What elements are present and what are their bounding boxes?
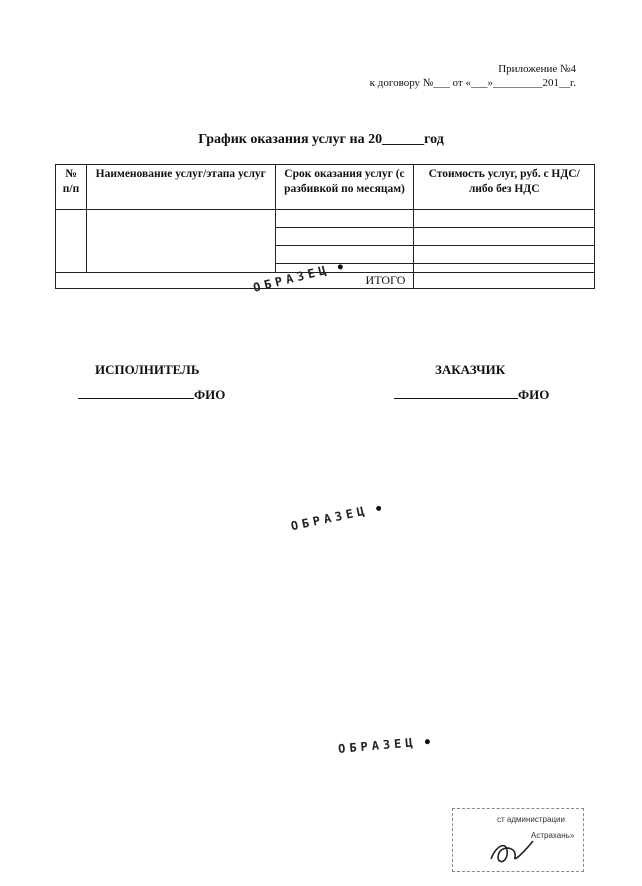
watermark-text: ОБРАЗЕЦ — [337, 735, 418, 756]
executor-fio: ФИО — [194, 387, 226, 402]
header-service-name: Наименование услуг/этапа услуг — [86, 165, 275, 210]
cell-period — [275, 210, 414, 228]
stamp-line-2: Астрахань» — [531, 831, 575, 840]
appendix-note — [370, 62, 576, 90]
appendix-contract-ref: к договору №___ от «___»_________201__г. — [369, 77, 576, 89]
header-cost: Стоимость услуг, руб. с НДС/либо без НДС — [414, 165, 595, 210]
total-label: ИТОГО — [56, 273, 414, 289]
table-row — [56, 210, 595, 228]
administration-stamp — [452, 808, 584, 872]
cell-cost — [414, 264, 595, 273]
watermark-dot-icon — [337, 264, 343, 270]
executor-signature — [78, 386, 225, 403]
customer-fio: ФИО — [518, 387, 550, 402]
cell-number — [56, 210, 87, 273]
sample-watermark — [290, 501, 382, 534]
appendix-number: Приложение №4 — [498, 63, 576, 75]
cell-cost — [414, 210, 595, 228]
customer-signature — [394, 386, 549, 403]
document-title: График оказания услуг на 20______год — [198, 132, 444, 147]
watermark-text: ОБРАЗЕЦ — [251, 262, 332, 295]
customer-signature-line — [394, 386, 518, 399]
signature-icon — [487, 833, 537, 867]
table-header-row — [56, 165, 595, 210]
total-value — [414, 273, 595, 289]
executor-label: ИСПОЛНИТЕЛЬ — [95, 362, 200, 377]
stamp-line-1: ст администрации — [497, 815, 565, 824]
cell-service-name — [86, 210, 275, 273]
watermark-text: ОБРАЗЕЦ — [289, 503, 370, 534]
header-period: Срок оказания услуг (с разбивкой по месяцам) — [275, 165, 414, 210]
header-number: № п/п — [56, 165, 87, 210]
cell-cost — [414, 246, 595, 264]
watermark-dot-icon — [424, 739, 429, 744]
customer-label: ЗАКАЗЧИК — [435, 362, 506, 377]
cell-cost — [414, 228, 595, 246]
watermark-dot-icon — [375, 506, 381, 512]
executor-signature-line — [78, 386, 194, 399]
cell-period — [275, 228, 414, 246]
sample-watermark — [338, 734, 430, 756]
cell-period — [275, 246, 414, 264]
